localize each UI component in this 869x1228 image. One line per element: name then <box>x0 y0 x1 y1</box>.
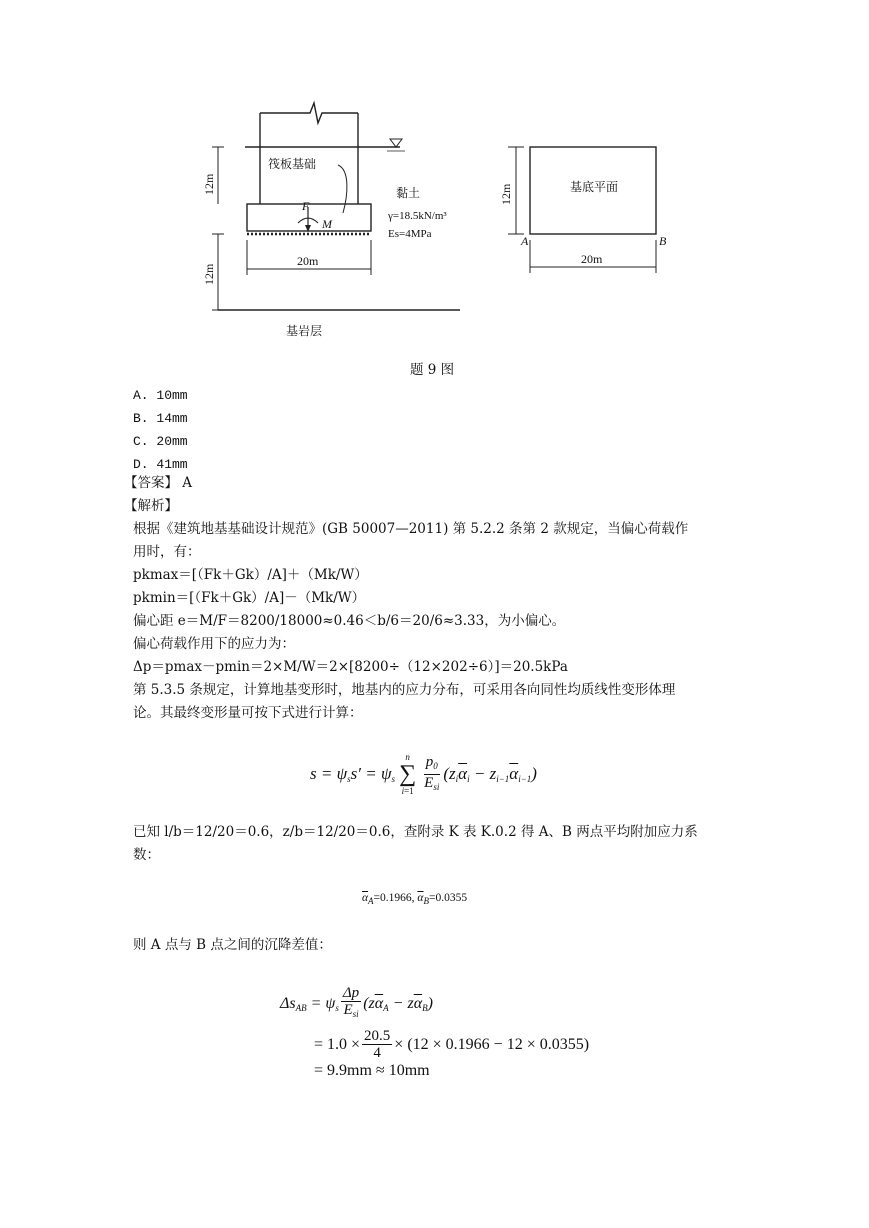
option-d: D. 41mm <box>133 457 188 472</box>
option-b: B. 14mm <box>133 411 188 426</box>
text-line-9: 论。其最终变形量可按下式进行计算： <box>133 705 363 721</box>
text-line-1: 根据《建筑地基基础设计规范》(GB 50007—2011) 第 5.2.2 条第 2 款规定，当偏心荷载作 <box>133 521 689 537</box>
options-list <box>133 384 188 476</box>
soil-gamma: γ=18.5kN/m³ <box>388 210 447 222</box>
calc-paren: × (12 × 0.1966 − 12 × 0.0355) <box>394 1035 590 1053</box>
point-a-label: A <box>521 234 529 248</box>
formula-calc-line-2 <box>314 1028 589 1061</box>
text-line-3: pkmax＝[（Fk＋Gk）/A]＋（Mk/W） <box>133 567 368 583</box>
width-label: 20m <box>297 254 319 268</box>
formula-settlement-diff: $\Delta s_{AB} = \psi_s$ $\frac{\Delta p}{E_{si}}$ $(z\overline{\alpha}_A - z\overline{\alpha}_B)$ <box>280 985 433 1019</box>
soil-modulus: Es=4MPa <box>388 228 432 240</box>
figure-caption: 题 9 图 <box>410 362 455 378</box>
raft-label: 筏板基础 <box>268 157 317 171</box>
formula-final-settlement: $s = \psi_ss' = \psi_s$ n ∑ i=1 $\frac{p_0}{E_{si}}$ $(z_i\overline{\alpha}_i - z_{i-1}\overline{\alpha}_{i-1})$ <box>310 752 537 796</box>
calc-denominator: 4 <box>373 1045 381 1061</box>
option-c: C. 20mm <box>133 434 188 449</box>
bedrock-label: 基岩层 <box>286 324 323 338</box>
plan-height-label: 12m <box>499 183 513 205</box>
plan-label: 基底平面 <box>570 180 619 194</box>
text-line-7: Δp＝pmax－pmin＝2×M/W＝2×[8200÷（12×202÷6）]＝20.5kPa <box>133 659 568 675</box>
soil-name: 黏土 <box>396 186 421 200</box>
figure-9 <box>190 95 680 345</box>
height-lower-label: 12m <box>202 263 216 285</box>
section-drawing <box>212 103 460 310</box>
text-line-10: 已知 l/b＝12/20＝0.6，z/b＝12/20＝0.6，查附录 K 表 K.0.2 得 A、B 两点平均附加应力系 <box>133 824 698 840</box>
calc-numerator: 20.5 <box>364 1028 391 1044</box>
analysis-title: 【解析】 <box>124 498 178 514</box>
point-b-label: B <box>659 234 667 248</box>
load-f-label: F <box>302 199 310 213</box>
load-m-label: M <box>322 217 332 231</box>
plan-width-label: 20m <box>581 252 603 266</box>
option-a: A. 10mm <box>133 388 188 403</box>
height-upper-label: 12m <box>202 173 216 195</box>
text-line-11: 数： <box>133 847 160 863</box>
answer-line: 【答案】 A <box>124 475 193 491</box>
text-line-8: 第 5.3.5 条规定，计算地基变形时，地基内的应力分布，可采用各向同性均质线性变形体理 <box>133 682 676 698</box>
text-line-4: pkmin＝[（Fk＋Gk）/A]－（Mk/W） <box>133 590 366 606</box>
formula-calc-line-3: = 9.9mm ≈ 10mm <box>314 1062 430 1079</box>
formula-alpha-values: $\overline{\alpha}_A=0.1966$, $\overline{\alpha}_B=0.0355$ <box>362 892 468 906</box>
alpha-a-value: 0.1966 <box>380 892 412 904</box>
text-line-5: 偏心距 e＝M/F＝8200/18000≈0.46＜b/6＝20/6≈3.33，为小偏心。 <box>133 613 566 629</box>
text-line-2: 用时，有： <box>133 544 201 560</box>
calc-prefix: = 1.0 × <box>314 1035 361 1053</box>
text-line-12: 则 A 点与 B 点之间的沉降差值： <box>133 937 332 953</box>
break-line <box>260 103 358 123</box>
water-level-icon <box>390 139 402 147</box>
alpha-b-value: 0.0355 <box>435 892 468 904</box>
text-line-6: 偏心荷载作用下的应力为： <box>133 636 295 652</box>
